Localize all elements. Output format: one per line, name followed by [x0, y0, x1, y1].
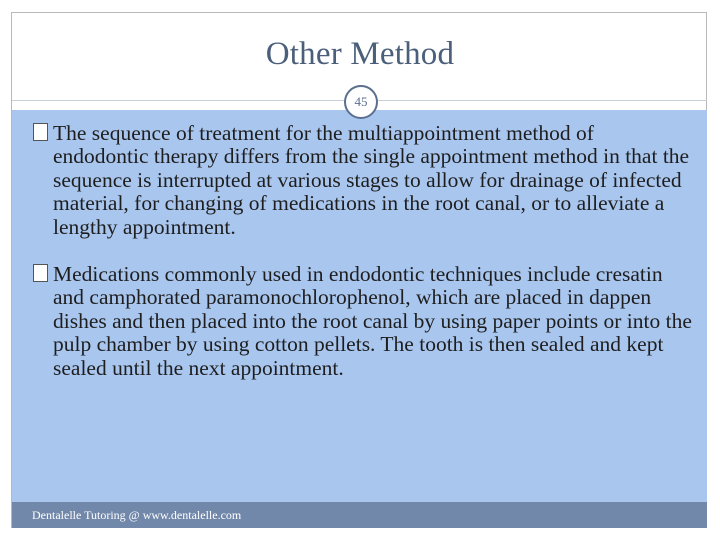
bullet-text: The sequence of treatment for the multiappointment method of endodontic therapy differs from the single appointment method in that the sequence is interrupted at various stages to allow for drainage of infected material, for changing of medications in the root canal, or to alleviate a lengthy appointment. — [53, 121, 690, 239]
bullet-item — [33, 122, 693, 239]
missing-glyph-box-icon — [33, 123, 48, 141]
bullet-text: Medications commonly used in endodontic techniques include cresatin and camphorated paramonochlorophenol, which are placed in dappen dishes and then placed into the root canal by using paper points or into the pulp chamber by using cotton pellets. The tooth is then sealed and kept sealed until the next appointment. — [53, 262, 692, 380]
bullet-item — [33, 263, 693, 380]
missing-glyph-box-icon — [33, 264, 48, 282]
slide-title: Other Method — [265, 36, 455, 72]
slide-number-badge: 45 — [344, 85, 378, 119]
footer-text: Dentalelle Tutoring @ www.dentalelle.com — [32, 508, 242, 522]
bullet-list — [33, 122, 693, 404]
